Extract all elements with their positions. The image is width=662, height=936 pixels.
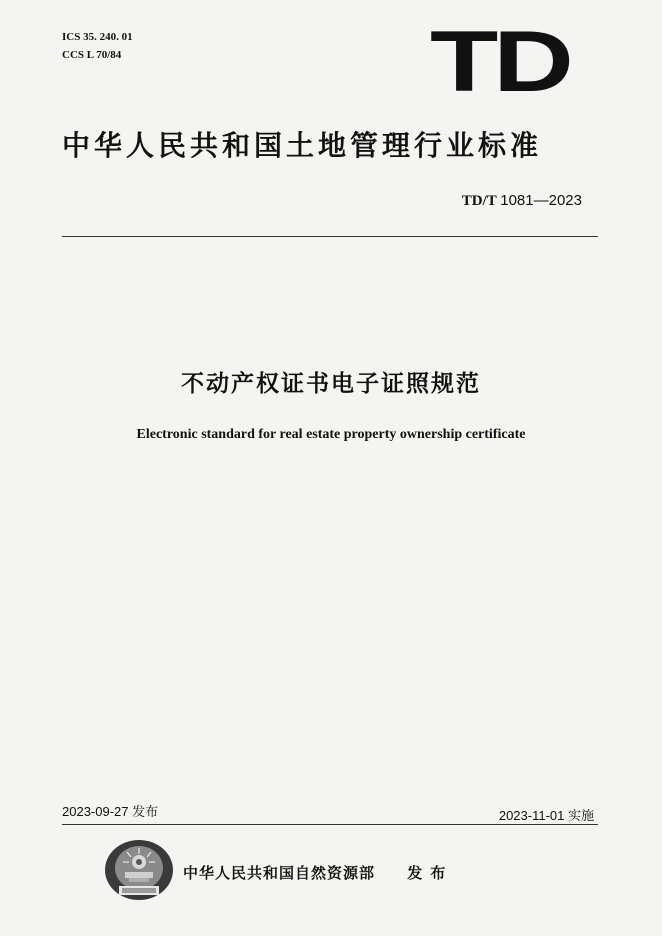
document-title-en: Electronic standard for real estate property ownership certificate — [136, 427, 526, 442]
document-title-cn: 不动产权证书电子证照规范 — [181, 371, 481, 397]
standard-number — [462, 192, 582, 210]
standard-number-value: 1081—2023 — [500, 192, 582, 209]
issuing-authority — [183, 862, 453, 883]
national-emblem-seal-icon — [103, 838, 175, 906]
ccs-code: CCS L 70/84 — [62, 49, 122, 61]
standard-prefix: TD/T — [461, 193, 497, 209]
issue-date: 2023-09-27 发布 — [62, 804, 159, 819]
organization-title: 中华人民共和国土地管理行业标准 — [62, 129, 543, 162]
td-logo: TD — [430, 14, 569, 110]
ics-code: ICS 35. 240. 01 — [62, 31, 133, 43]
bottom-divider — [62, 824, 598, 825]
classification-codes — [62, 28, 133, 64]
implementation-date: 2023-11-01 实施 — [498, 808, 594, 823]
top-divider — [62, 236, 598, 237]
issue-action: 发布 — [407, 864, 454, 882]
issuer-name: 中华人民共和国自然资源部 — [183, 864, 376, 882]
